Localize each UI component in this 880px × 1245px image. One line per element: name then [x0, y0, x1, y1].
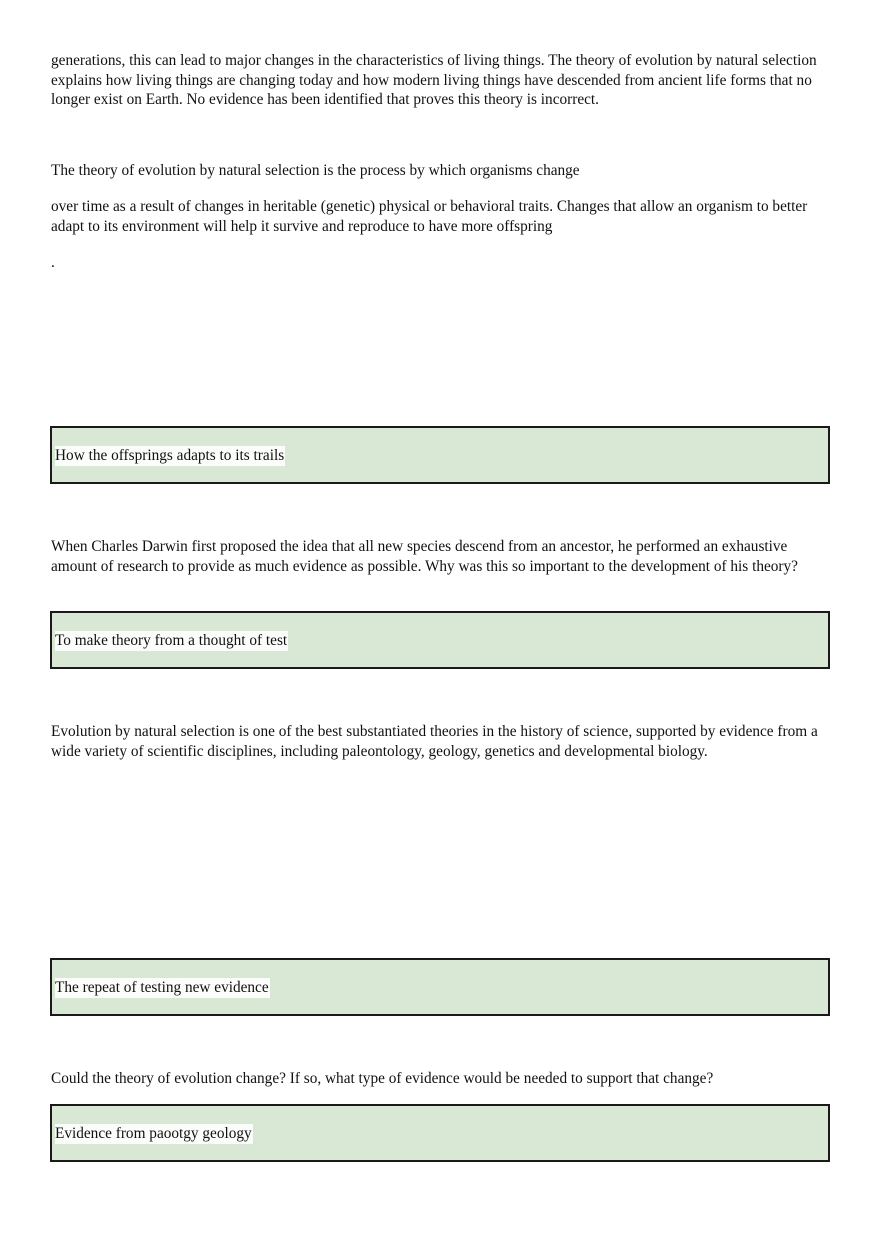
definition-paragraph-line1: The theory of evolution by natural selection is the process by which organisms change	[51, 162, 580, 179]
answer-box-4[interactable]	[50, 1104, 830, 1162]
period-text: .	[51, 254, 55, 271]
substantiated-paragraph: Evolution by natural selection is one of the best substantiated theories in the history of science, supported by evidence from a wide variety of scientific disciplines, including paleontology, geology, genetics and developmental biology.	[51, 723, 818, 760]
answer-text-1: How the offsprings adapts to its trails	[55, 447, 285, 464]
question-change: Could the theory of evolution change? If so, what type of evidence would be needed to support that change?	[51, 1070, 714, 1087]
answer-box-3[interactable]	[50, 958, 830, 1016]
intro-paragraph: generations, this can lead to major changes in the characteristics of living things. The theory of evolution by natural selection explains how living things are changing today and how modern living things have descended from ancient life forms that no longer exist on Earth. No evidence has been identified that proves this theory is incorrect.	[51, 52, 817, 108]
definition-paragraph-line2: over time as a result of changes in heritable (genetic) physical or behavioral traits. Changes that allow an organism to better adapt to its environment will help it survive and reproduce to have more offspring	[51, 198, 808, 235]
answer-text-4: Evidence from paootgy geology	[55, 1125, 252, 1142]
answer-text-2: To make theory from a thought of test	[55, 632, 288, 649]
answer-text-3: The repeat of testing new evidence	[55, 979, 269, 996]
answer-box-1[interactable]	[50, 426, 830, 484]
answer-box-2[interactable]	[50, 611, 830, 669]
question-darwin: When Charles Darwin first proposed the idea that all new species descend from an ancestor, he performed an exhaustive amount of research to provide as much evidence as possible. Why was this so important to the development of his theory?	[51, 538, 798, 575]
